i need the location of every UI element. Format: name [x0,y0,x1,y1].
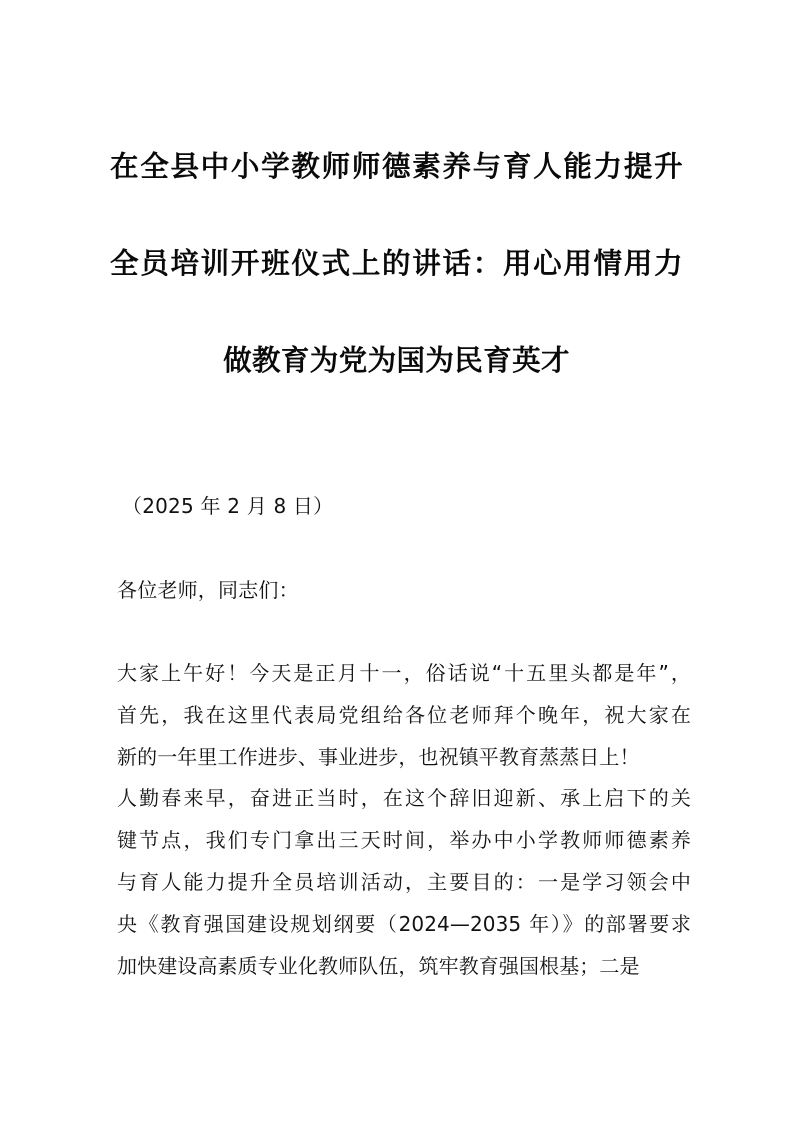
body-line: 首先，我在这里代表局党组给各位老师拜个晚年，祝大家在 [117,702,691,727]
document-date: （2025 年 2 月 8 日） [122,494,334,518]
body-line: 人勤春来早，奋进正当时，在这个辞旧迎新、承上启下的关 [117,786,691,811]
title-line-3: 做教育为党为国为民育英才 [223,344,570,377]
body-line: 与育人能力提升全员培训活动，主要目的：一是学习领会中 [117,869,691,894]
body-line: 加快建设高素质专业化教师队伍，筑牢教育强国根基；二是 [117,953,640,978]
body-line: 键节点，我们专门拿出三天时间，举办中小学教师师德素养 [117,828,691,853]
document-body [117,653,691,987]
document-salutation: 各位老师，同志们： [117,578,299,602]
title-line-1: 在全县中小学教师师德素养与育人能力提升 [110,150,683,183]
body-line: 大家上午好！今天是正月十一，俗话说“十五里头都是年”， [117,661,691,685]
body-line: 新的一年里工作进步、事业进步，也祝镇平教育蒸蒸日上！ [117,744,640,769]
title-line-2: 全员培训开班仪式上的讲话：用心用情用力 [110,247,683,280]
document-title [110,118,683,409]
body-line: 央《教育强国建设规划纲要（2024—2035 年）》的部署要求 [117,911,691,936]
